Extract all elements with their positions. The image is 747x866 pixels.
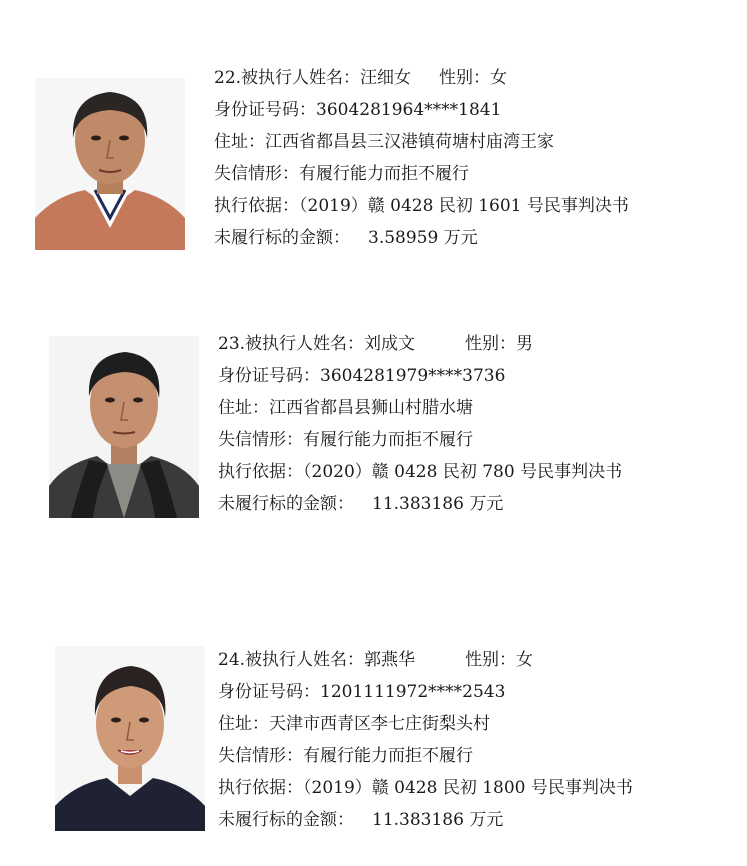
amount-value: 3.58959 万元: [368, 228, 478, 248]
portrait-image: [55, 646, 205, 831]
amount-value: 11.383186 万元: [372, 810, 504, 830]
portrait-photo: [55, 646, 205, 831]
address-line: 住址：天津市西青区李七庄街梨头村: [218, 714, 490, 734]
basis-line: 执行依据：（2019）赣 0428 民初 1601 号民事判决书: [214, 196, 629, 216]
address-line: 住址：江西省都昌县三汉港镇荷塘村庙湾王家: [214, 132, 554, 152]
gender-line: 性别：女: [439, 68, 508, 88]
name-line: 24.被执行人姓名：郭燕华: [218, 650, 416, 670]
situation-line: 失信情形：有履行能力而拒不履行: [218, 430, 473, 450]
id-number-line: 身份证号码：3604281964****1841: [214, 100, 502, 120]
amount-label: 未履行标的金额：: [214, 228, 350, 248]
situation-line: 失信情形：有履行能力而拒不履行: [218, 746, 473, 766]
gender-line: 性别：女: [465, 650, 534, 670]
id-number-line: 身份证号码：1201111972****2543: [218, 682, 506, 702]
entry-info: [218, 644, 633, 836]
amount-label: 未履行标的金额：: [218, 494, 354, 514]
id-number-line: 身份证号码：3604281979****3736: [218, 366, 506, 386]
entry-info: [214, 62, 629, 254]
basis-line: 执行依据：（2020）赣 0428 民初 780 号民事判决书: [218, 462, 623, 482]
basis-line: 执行依据：（2019）赣 0428 民初 1800 号民事判决书: [218, 778, 633, 798]
portrait-photo: [49, 336, 199, 518]
portrait-image: [35, 78, 185, 250]
amount-value: 11.383186 万元: [372, 494, 504, 514]
amount-label: 未履行标的金额：: [218, 810, 354, 830]
address-line: 住址：江西省都昌县狮山村腊水塘: [218, 398, 473, 418]
name-line: 23.被执行人姓名：刘成文: [218, 334, 416, 354]
name-line: 22.被执行人姓名：汪细女: [214, 68, 412, 88]
entry-info: [218, 328, 622, 520]
portrait-photo: [35, 78, 185, 250]
gender-line: 性别：男: [465, 334, 534, 354]
portrait-image: [49, 336, 199, 518]
situation-line: 失信情形：有履行能力而拒不履行: [214, 164, 469, 184]
